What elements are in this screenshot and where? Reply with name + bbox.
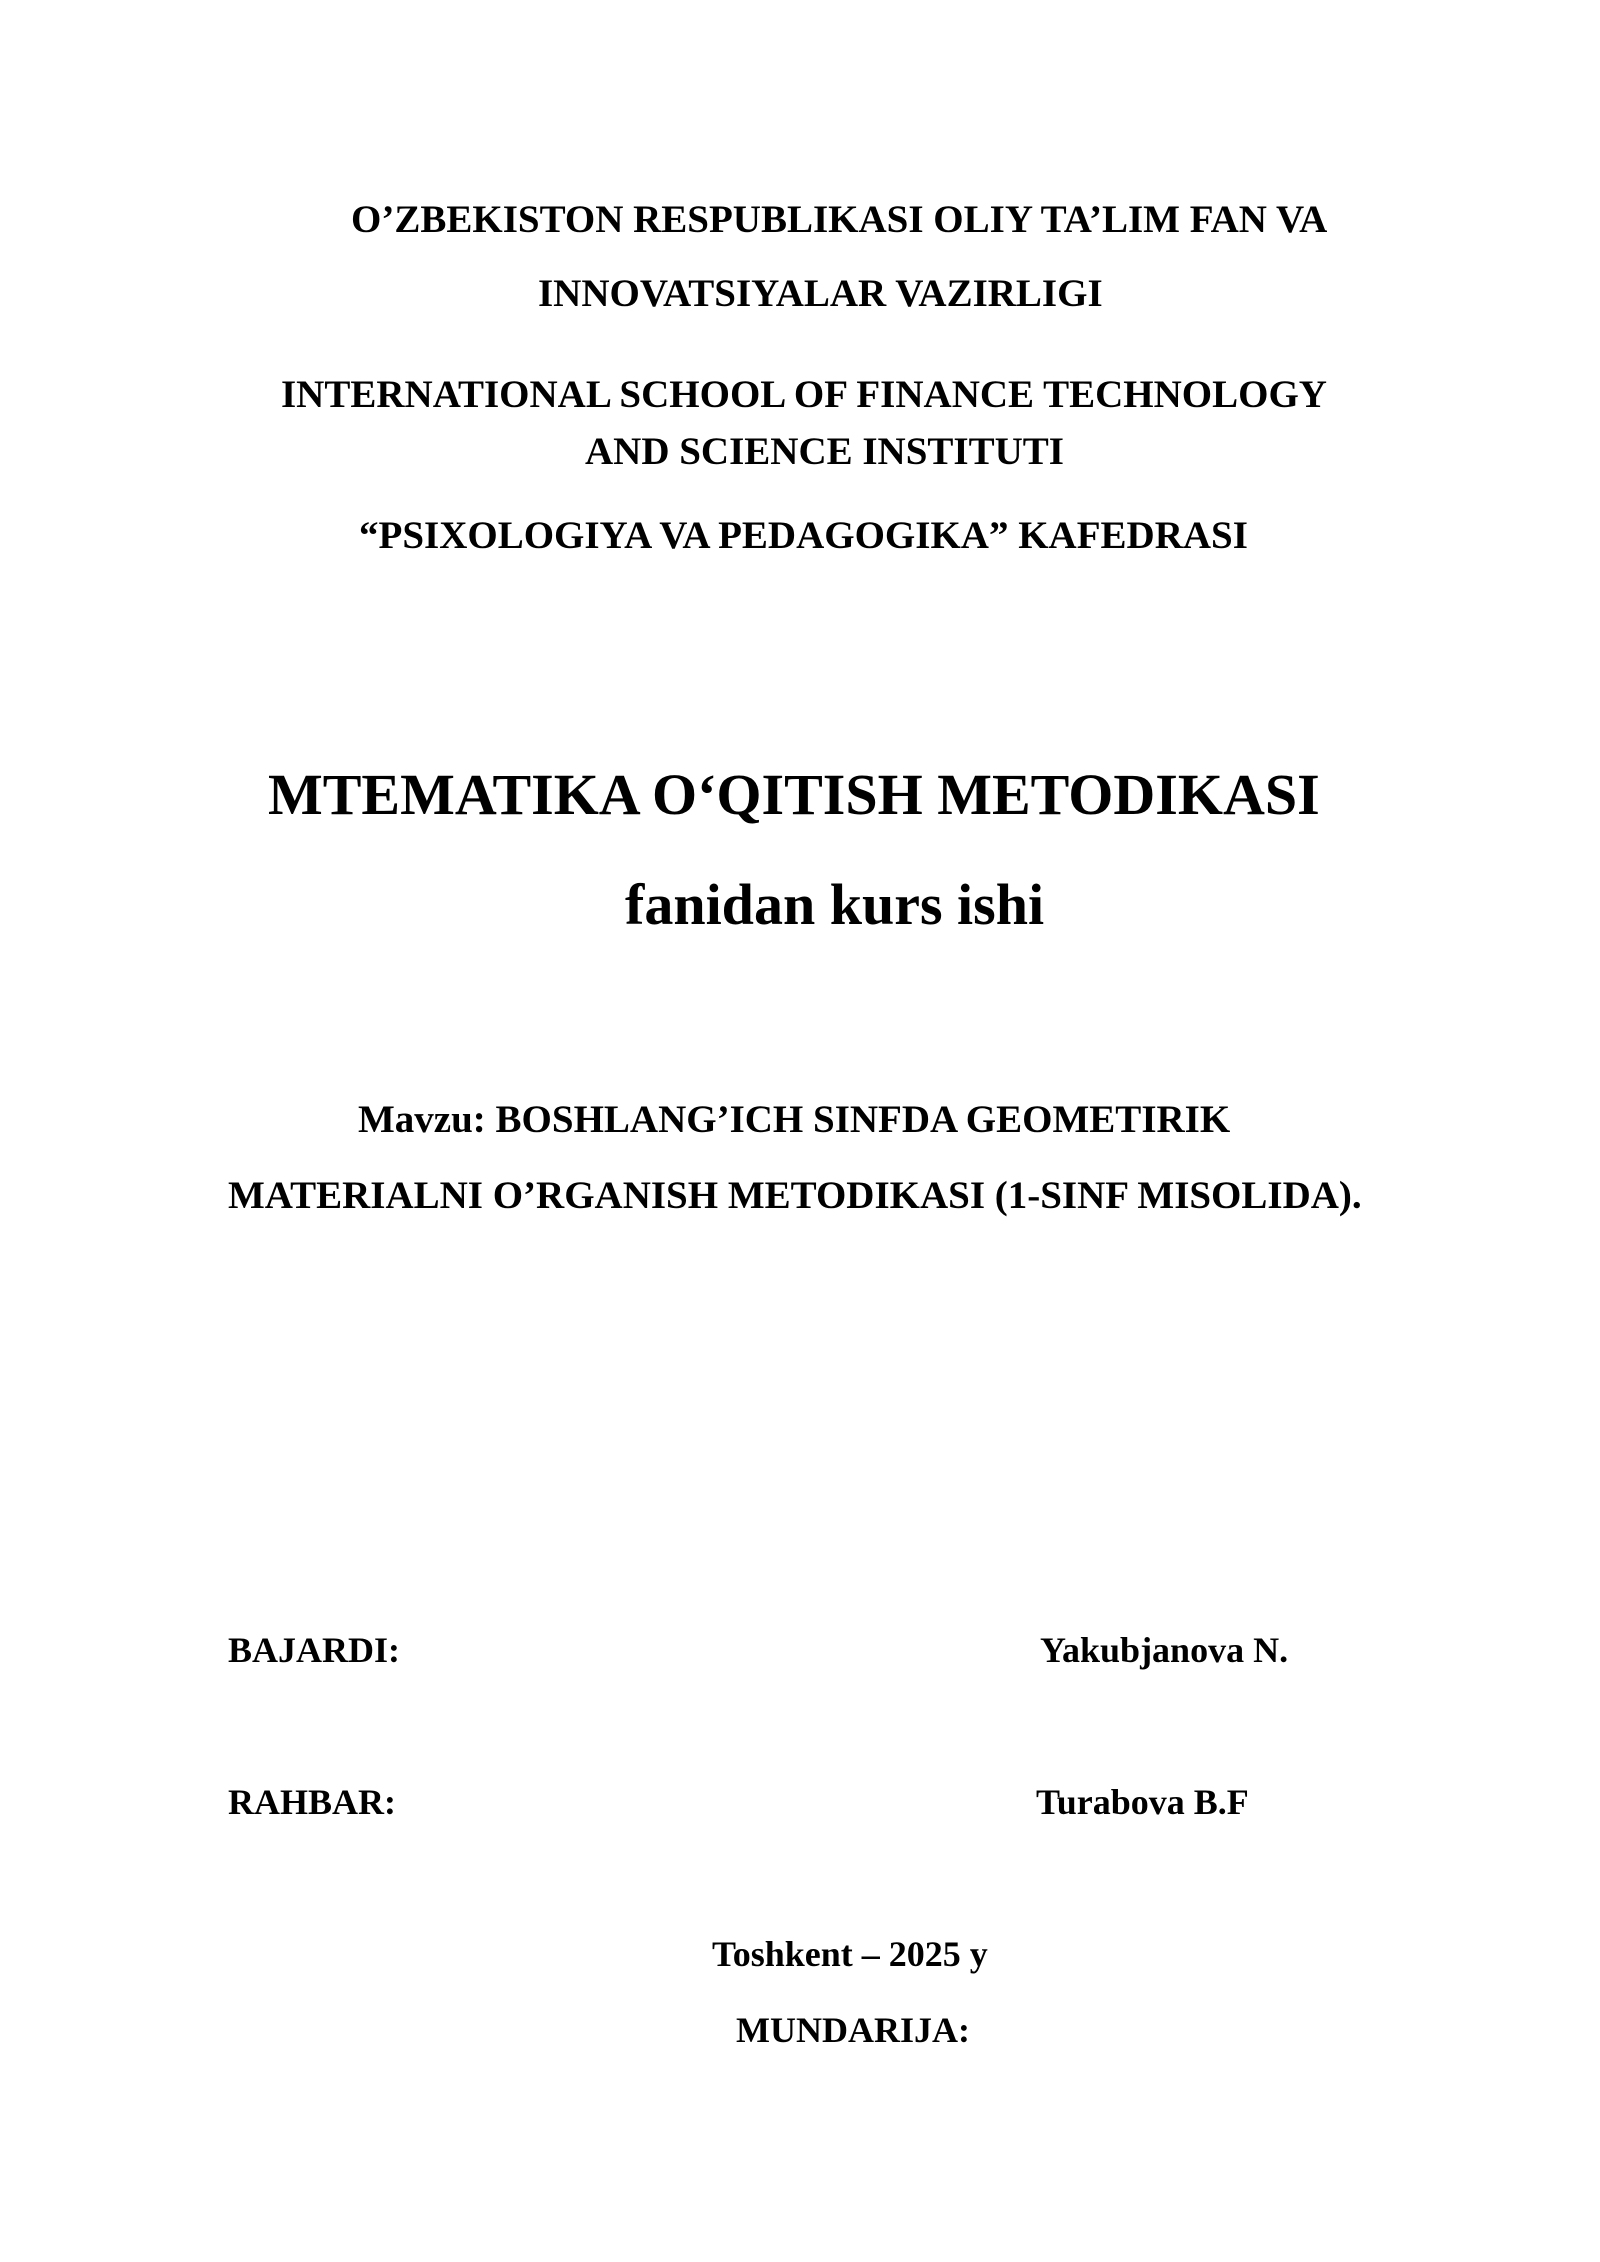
ministry-line-1: O’ZBEKISTON RESPUBLIKASI OLIY TA’LIM FAN VA bbox=[351, 198, 1328, 241]
performed-by-label: BAJARDI: bbox=[228, 1630, 401, 1670]
work-type-title: fanidan kurs ishi bbox=[625, 872, 1045, 937]
department-name: “PSIXOLOGIYA VA PEDAGOGIKA” KAFEDRASI bbox=[359, 514, 1248, 557]
ministry-line-2: INNOVATSIYALAR VAZIRLIGI bbox=[538, 272, 1103, 315]
supervisor-name: Turabova B.F bbox=[1036, 1782, 1249, 1822]
city-year: Toshkent – 2025 y bbox=[712, 1934, 988, 1974]
institute-line-1: INTERNATIONAL SCHOOL OF FINANCE TECHNOLOGY bbox=[281, 373, 1327, 416]
subject-title: MTEMATIKA O‘QITISH METODIKASI bbox=[268, 762, 1320, 827]
supervisor-label: RAHBAR: bbox=[228, 1782, 396, 1822]
topic-line-2: MATERIALNI O’RGANISH METODIKASI (1-SINF MISOLIDA). bbox=[228, 1174, 1362, 1217]
institute-line-2: AND SCIENCE INSTITUTI bbox=[585, 430, 1064, 473]
performed-by-name: Yakubjanova N. bbox=[1040, 1630, 1289, 1670]
contents-heading: MUNDARIJA: bbox=[736, 2010, 970, 2050]
topic-line-1: Mavzu: BOSHLANG’ICH SINFDA GEOMETIRIK bbox=[358, 1098, 1231, 1141]
